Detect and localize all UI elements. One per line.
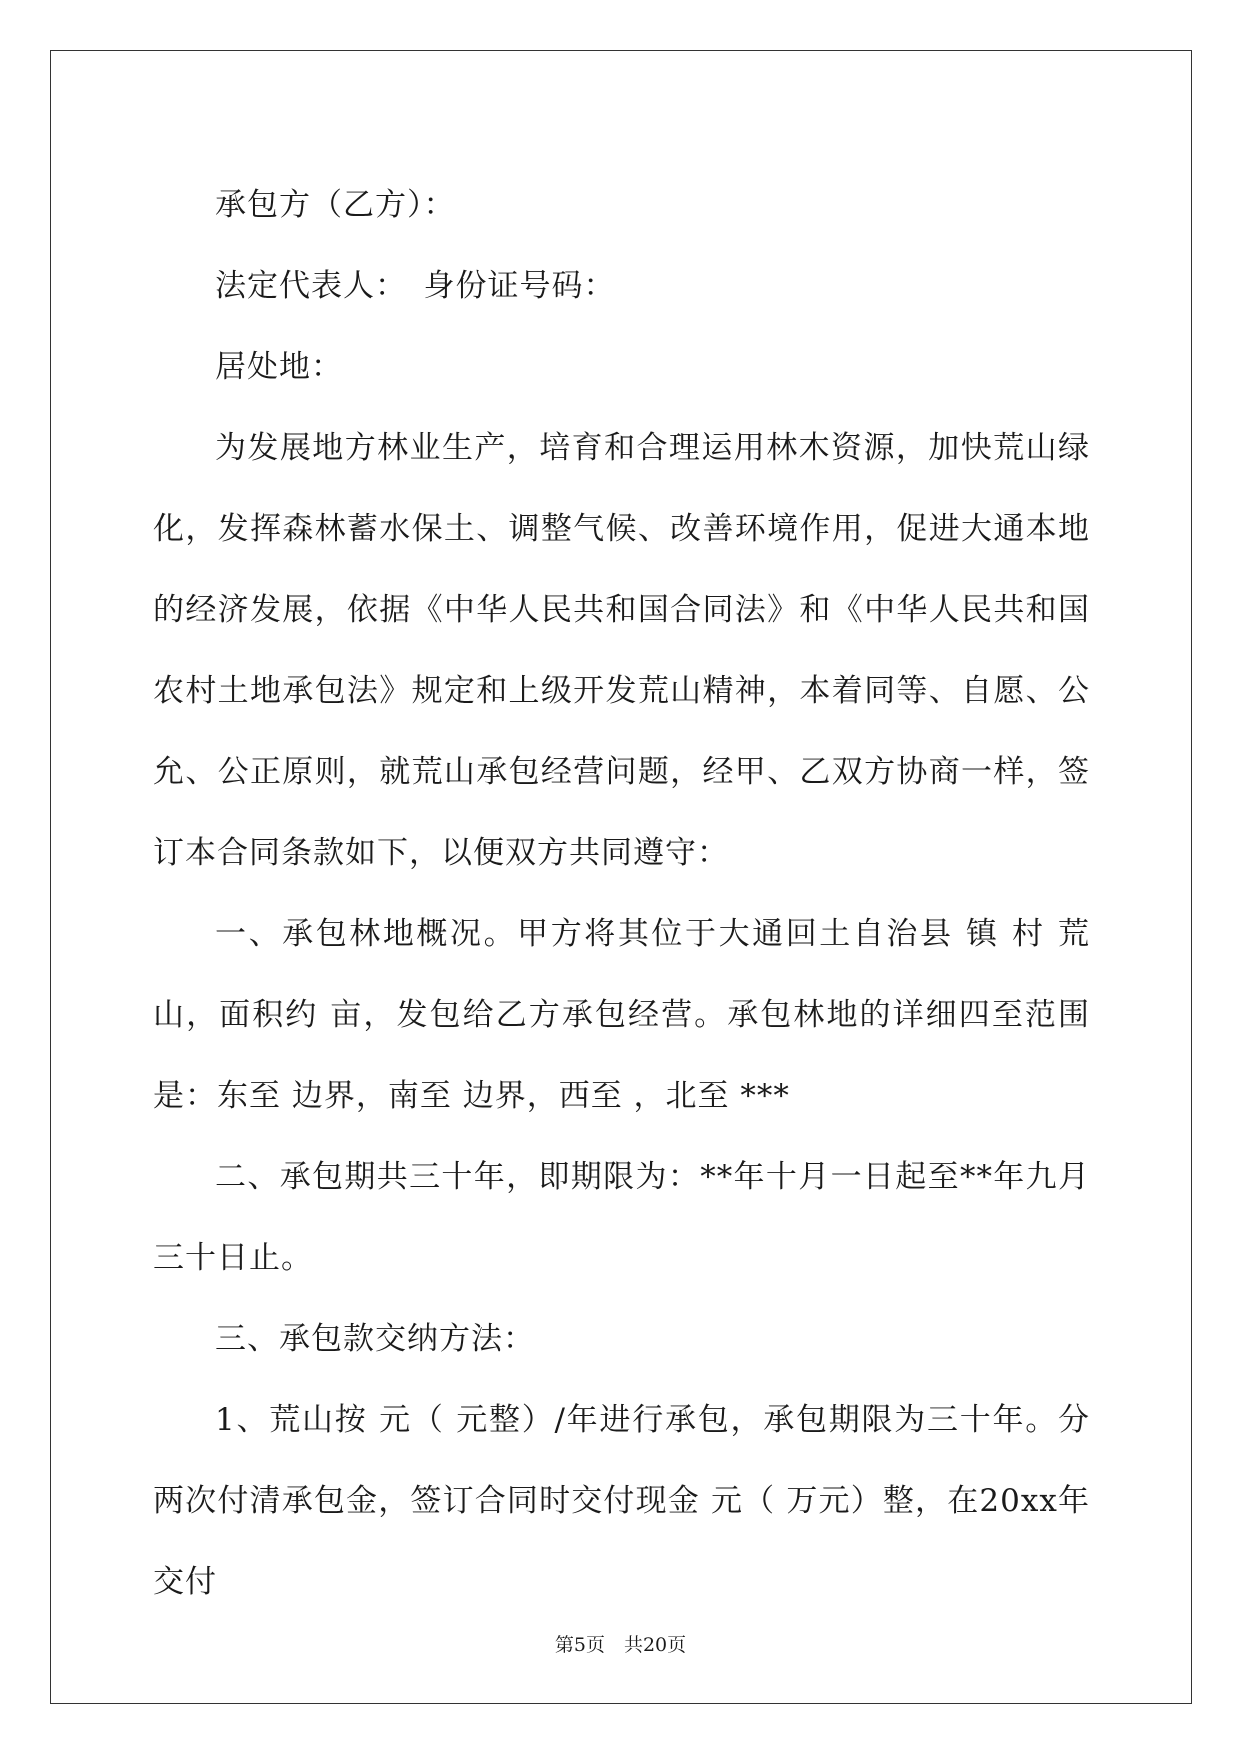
paragraph-preamble: 为发展地方林业生产，培育和合理运用林木资源，加快荒山绿化，发挥森林蓄水保土、调整气候、改善环境作用，促进大通本地的经济发展，依据《中华人民共和国合同法》和《中华人民共和国农村土地承包法》规定和上级开发荒山精神，本着同等、自愿、公允、公正原则，就荒山承包经营问题，经甲、乙双方协商一样，签订本合同条款如下，以便双方共同遵守： — [153, 430, 1090, 871]
paragraph-residence: 居处地： — [215, 349, 343, 385]
paragraph-legal-representative: 法定代表人： 身份证号码： — [215, 268, 616, 304]
paragraph-contractor: 承包方（乙方）： — [215, 187, 456, 223]
page-number: 第5页 共20页 — [554, 1634, 687, 1656]
paragraph-clause-1: 一、承包林地概况。甲方将其位于大通回土自治县 镇 村 荒山，面积约 亩，发包给乙方承包经营。承包林地的详细四至范围是：东至 边界，南至 边界，西至 ，北至 *** — [153, 916, 1090, 1114]
paragraph-clause-3: 三、承包款交纳方法： — [215, 1321, 535, 1357]
document-body — [153, 165, 1090, 1623]
paragraph-clause-2: 二、承包期共三十年，即期限为：**年十月一日起至**年九月三十日止。 — [153, 1159, 1090, 1276]
paragraph-clause-3-1: 1、荒山按 元（ 元整）/年进行承包，承包期限为三十年。分两次付清承包金，签订合同时交付现金 元（ 万元）整，在20xx年交付 — [153, 1402, 1090, 1600]
